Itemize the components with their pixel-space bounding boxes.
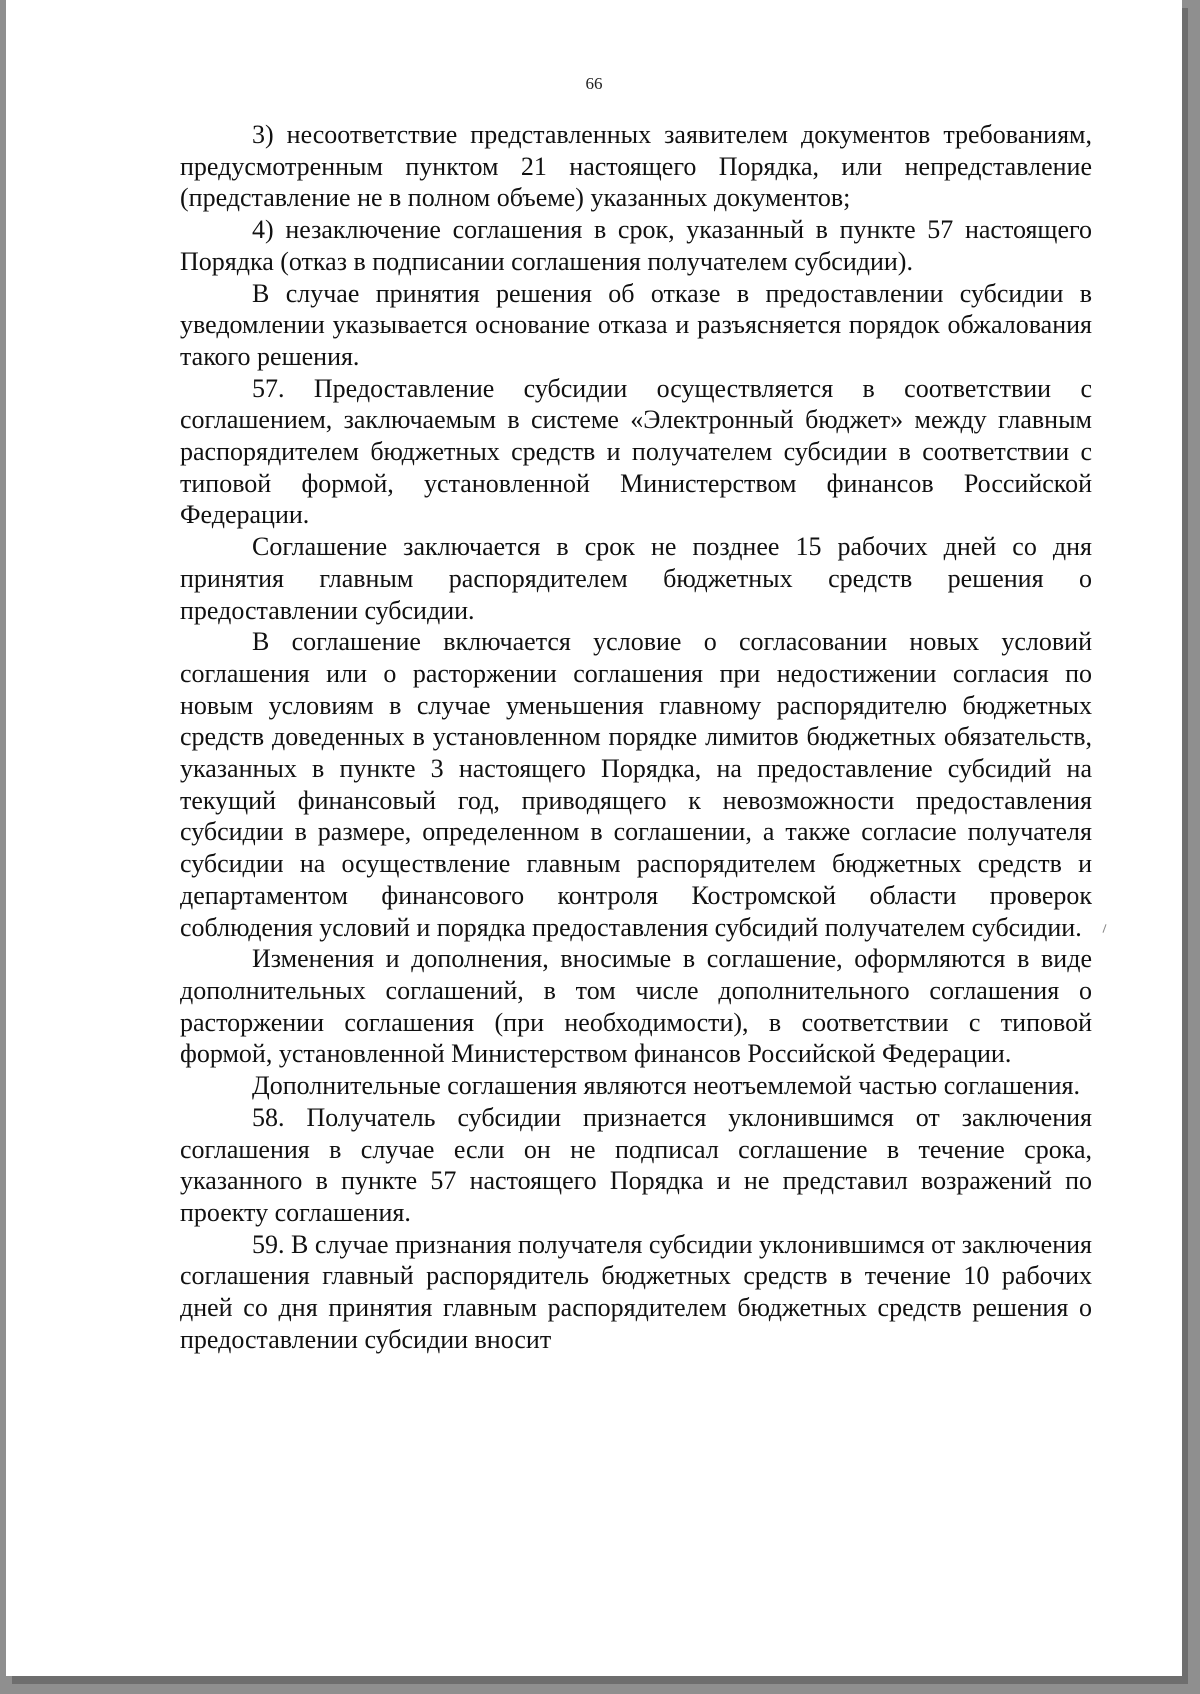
paragraph-amendments: Изменения и дополнения, вносимые в соглашение, оформляются в виде дополнительных соглашений, в том числе дополнительного соглашения о расторжении соглашения (при необходимости), в соответствии с типовой формой, установленной Министерством финансов Российской Федерации. [180,944,1092,1069]
document-page [6,0,1182,1676]
paragraph-agreement-term: Соглашение заключается в срок не позднее 15 рабочих дней со дня принятия главным распорядителем бюджетных средств решения о предоставлении субсидии. [180,532,1092,625]
scan-mark [1102,924,1106,933]
page-number: 66 [585,74,603,93]
paragraph-item-3: 3) несоответствие представленных заявителем документов требованиям, предусмотренным пунктом 21 настоящего Порядка, или непредставление (представление не в полном объеме) указанных документов; [180,120,1092,213]
paragraph-58: 58. Получатель субсидии признается уклонившимся от заключения соглашения в случае если он не подписал соглашение в течение срока, указанного в пункте 57 настоящего Порядка и не представил возражений по проекту соглашения. [180,1102,1092,1227]
paragraph-57: 57. Предоставление субсидии осуществляется в соответствии с соглашением, заключаемым в системе «Электронный бюджет» между главным распорядителем бюджетных средств и получателем субсидии в соответствии с типовой формой, установленной Министерством финансов Российской Федерации. [180,373,1092,530]
paragraph-item-4: 4) незаключение соглашения в срок, указанный в пункте 57 настоящего Порядка (отказ в подписании соглашения получателем субсидии). [180,215,1092,276]
paragraph-agreement-conditions: В соглашение включается условие о согласовании новых условий соглашения или о расторжении соглашения при недостижении согласия по новым условиям в случае уменьшения главному распорядителю бюджетных средств доведенных в установленном порядке лимитов бюджетных обязательств, указанных в пункте 3 настоящего Порядка, на предоставление субсидий на текущий финансовый год, приводящего к невозможности предоставления субсидии в размере, определенном в соглашении, а также согласие получателя субсидии на осуществление главным распорядителем бюджетных средств и департаментом финансового контроля Костромской области проверок соблюдения условий и порядка предоставления субсидий получателем субсидии. [180,627,1092,942]
paragraph-59: 59. В случае признания получателя субсидии уклонившимся от заключения соглашения главный распорядитель бюджетных средств в течение 10 рабочих дней со дня принятия главным распорядителем бюджетных средств решения о предоставлении субсидии вносит [180,1229,1092,1354]
paragraph-refusal-notice: В случае принятия решения об отказе в предоставлении субсидии в уведомлении указывается основание отказа и разъясняется порядок обжалования такого решения. [180,278,1092,371]
paragraph-additional-agreements: Дополнительные соглашения являются неотъемлемой частью соглашения. [252,1071,1080,1101]
document-body [180,119,1092,1355]
